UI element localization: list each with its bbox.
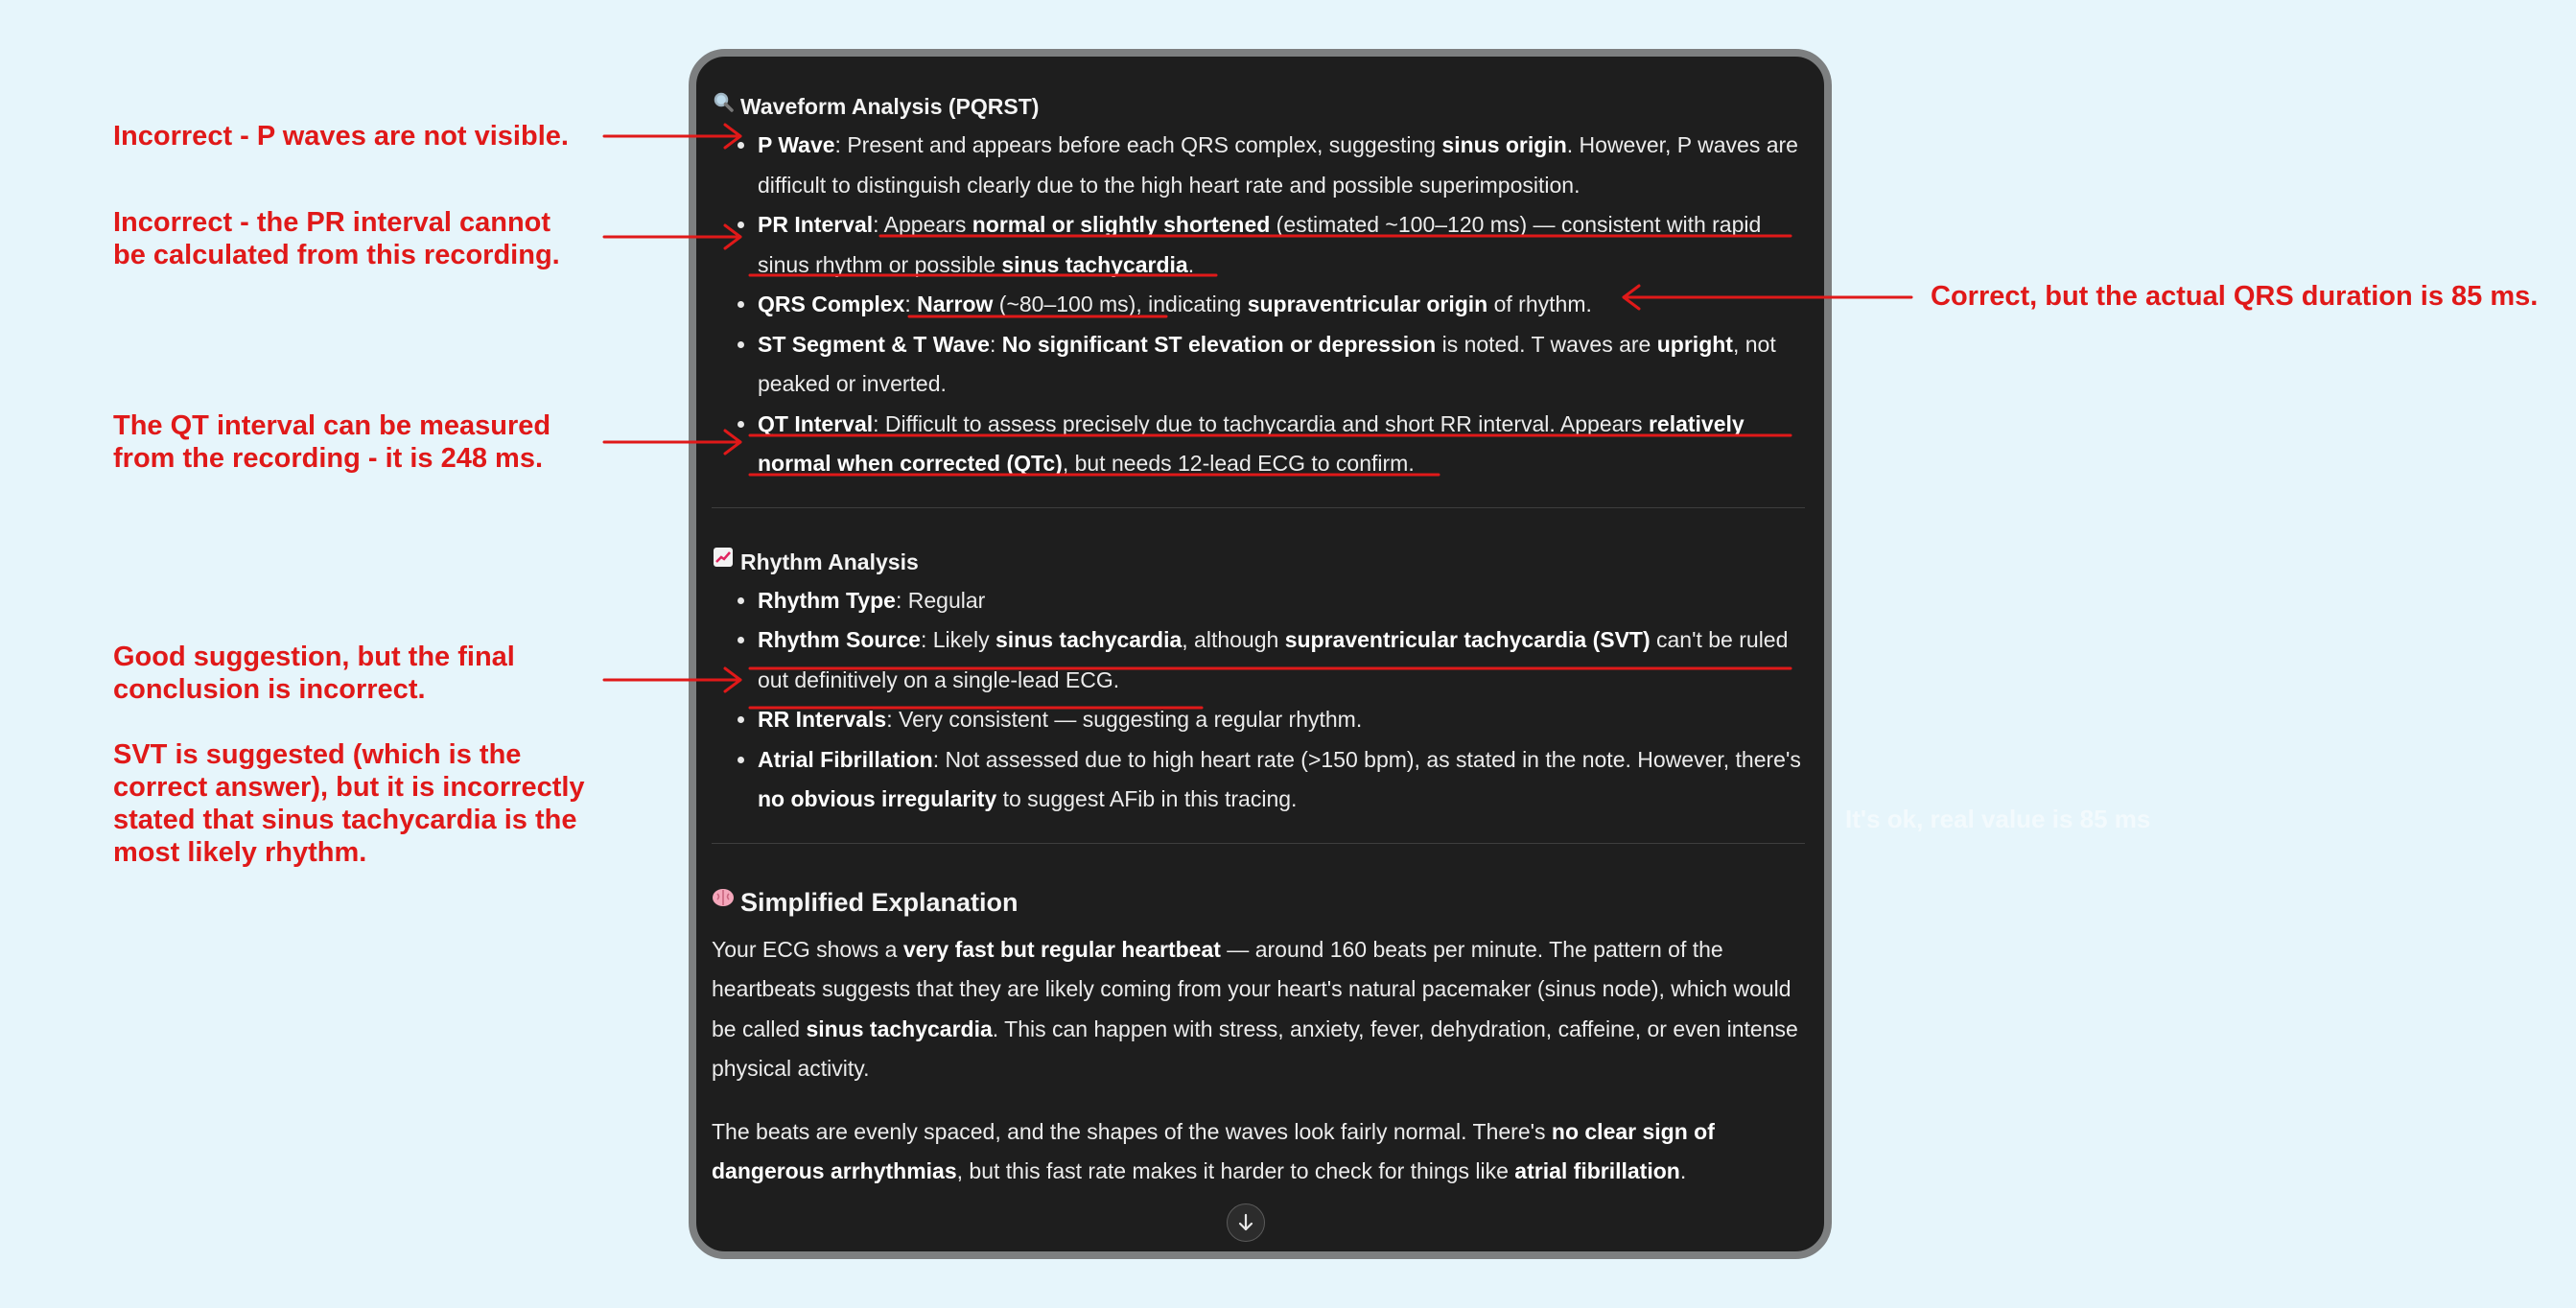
- text: of rhythm.: [1487, 292, 1592, 316]
- rhythm-title: Rhythm Analysis: [740, 549, 919, 574]
- text: Your ECG shows a: [712, 936, 903, 962]
- waveform-title: Waveform Analysis (PQRST): [740, 94, 1040, 119]
- list-item: [758, 620, 1805, 700]
- list-item: [758, 325, 1805, 405]
- bold-text: Narrow: [917, 292, 994, 316]
- item-label: P Wave: [758, 132, 835, 157]
- list-item: [758, 405, 1805, 484]
- item-label: Rhythm Source: [758, 627, 921, 652]
- annotation-paragraph: SVT is suggested (which is the correct answer), but it is incorrectly stated that sinus tachycardia is the most likely rhythm.: [113, 739, 585, 868]
- text: : Present and appears before each QRS complex, suggesting: [834, 132, 1442, 157]
- annotation-line: Incorrect - the PR interval cannot be calculated from this recording.: [113, 207, 560, 270]
- bold-text: sinus tachycardia: [995, 627, 1183, 652]
- item-label: PR Interval: [758, 212, 874, 237]
- rhythm-heading: [712, 547, 1805, 577]
- text: .: [1679, 1158, 1687, 1183]
- brain-icon: [712, 884, 735, 921]
- text: : Appears: [873, 212, 972, 237]
- scroll-down-button[interactable]: [1227, 1203, 1265, 1242]
- text: , but needs 12-lead ECG to confirm.: [1062, 451, 1415, 476]
- ghost-note: It's ok, real value is 85 ms: [1845, 805, 2151, 833]
- text: : Difficult to assess precisely due to tachycardia and short RR interval. Appears: [873, 410, 1649, 436]
- simplified-title: Simplified Explanation: [740, 887, 1019, 917]
- annotation-line: Correct, but the actual QRS duration is 85 ms.: [1931, 281, 2539, 312]
- annotation-qrs: [1931, 280, 2538, 313]
- bold-text: normal or slightly shortened: [972, 212, 1271, 237]
- text: (estimated ~100–120 ms) — consistent with rapid sinus rhythm or possible: [758, 212, 1762, 277]
- text: :: [989, 331, 1002, 357]
- item-label: QT Interval: [758, 410, 874, 436]
- text: : Regular: [895, 587, 986, 613]
- list-item: [758, 205, 1805, 285]
- text: . However, P waves are difficult to distinguish clearly due to the high heart rate and possible superimposition.: [758, 132, 1798, 198]
- bold-text: no clear sign of dangerous arrhythmias: [712, 1118, 1715, 1183]
- text: : Not assessed due to high heart rate (>150 bpm), as stated in the note. However, there's: [932, 746, 1801, 772]
- bold-text: relatively normal when corrected (QTc): [758, 410, 1745, 476]
- bold-text: sinus origin: [1441, 132, 1567, 157]
- chat-window[interactable]: [689, 49, 1832, 1259]
- bold-text: no obvious irregularity: [758, 786, 997, 811]
- text: The beats are evenly spaced, and the shapes of the waves look fairly normal. There's: [712, 1118, 1552, 1144]
- bold-text: No significant ST elevation or depression: [1001, 331, 1437, 357]
- annotation-rhythm-source: [113, 641, 585, 869]
- waveform-list: [712, 126, 1805, 484]
- waveform-heading: [712, 91, 1805, 122]
- rhythm-list: [712, 581, 1805, 820]
- text: :: [904, 292, 918, 316]
- arrow-down-icon: [1235, 1212, 1256, 1233]
- list-item: [758, 285, 1805, 325]
- text: .: [1187, 251, 1195, 277]
- text: (~80–100 ms), indicating: [993, 292, 1248, 316]
- simplified-heading: [712, 884, 1805, 921]
- list-item: [758, 581, 1805, 621]
- item-label: Atrial Fibrillation: [758, 746, 933, 772]
- paragraph: [712, 1112, 1805, 1192]
- divider: [712, 507, 1805, 508]
- annotation-pr-interval: [113, 206, 560, 271]
- list-item: [758, 126, 1805, 205]
- list-item: [758, 740, 1805, 820]
- annotation-line: Incorrect - P waves are not visible.: [113, 121, 569, 152]
- bold-text: sinus tachycardia: [806, 1016, 993, 1041]
- bold-text: atrial fibrillation: [1514, 1158, 1680, 1183]
- magnifier-icon: [712, 91, 735, 122]
- paragraph: [712, 930, 1805, 1089]
- annotation-qt-interval: [113, 409, 550, 475]
- bold-text: supraventricular origin: [1247, 292, 1488, 316]
- list-item: [758, 700, 1805, 740]
- text: to suggest AFib in this tracing.: [996, 786, 1298, 811]
- text: , not peaked or inverted.: [758, 331, 1776, 396]
- text: : Likely: [920, 627, 995, 652]
- item-label: ST Segment & T Wave: [758, 331, 990, 357]
- chart-increasing-icon: [712, 547, 735, 577]
- text: , but this fast rate makes it harder to check for things like: [956, 1158, 1515, 1183]
- bold-text: very fast but regular heartbeat: [902, 936, 1221, 962]
- annotation-p-wave: [113, 120, 569, 152]
- annotation-line: The QT interval can be measured from the recording - it is 248 ms.: [113, 410, 551, 474]
- bold-text: sinus tachycardia: [1001, 251, 1188, 277]
- text: : Very consistent — suggesting a regular rhythm.: [886, 707, 1363, 732]
- item-label: RR Intervals: [758, 707, 887, 732]
- message-content: [712, 91, 1805, 1192]
- bold-text: supraventricular tachycardia (SVT): [1284, 627, 1651, 652]
- item-label: QRS Complex: [758, 292, 905, 316]
- simplified-body: [712, 930, 1805, 1192]
- text: , although: [1182, 627, 1285, 652]
- item-label: Rhythm Type: [758, 587, 896, 613]
- text: . This can happen with stress, anxiety, fever, dehydration, caffeine, or even intense physical activity.: [712, 1016, 1798, 1081]
- text: — around 160 beats per minute. The pattern of the heartbeats suggests that they are likely coming from your heart's natural pacemaker (sinus node), which would be called: [712, 936, 1791, 1041]
- text: can't be ruled out definitively on a single-lead ECG.: [758, 627, 1789, 692]
- annotation-paragraph: Good suggestion, but the final conclusion is incorrect.: [113, 642, 515, 705]
- bold-text: upright: [1656, 331, 1733, 357]
- text: is noted. T waves are: [1436, 331, 1657, 357]
- divider: [712, 843, 1805, 844]
